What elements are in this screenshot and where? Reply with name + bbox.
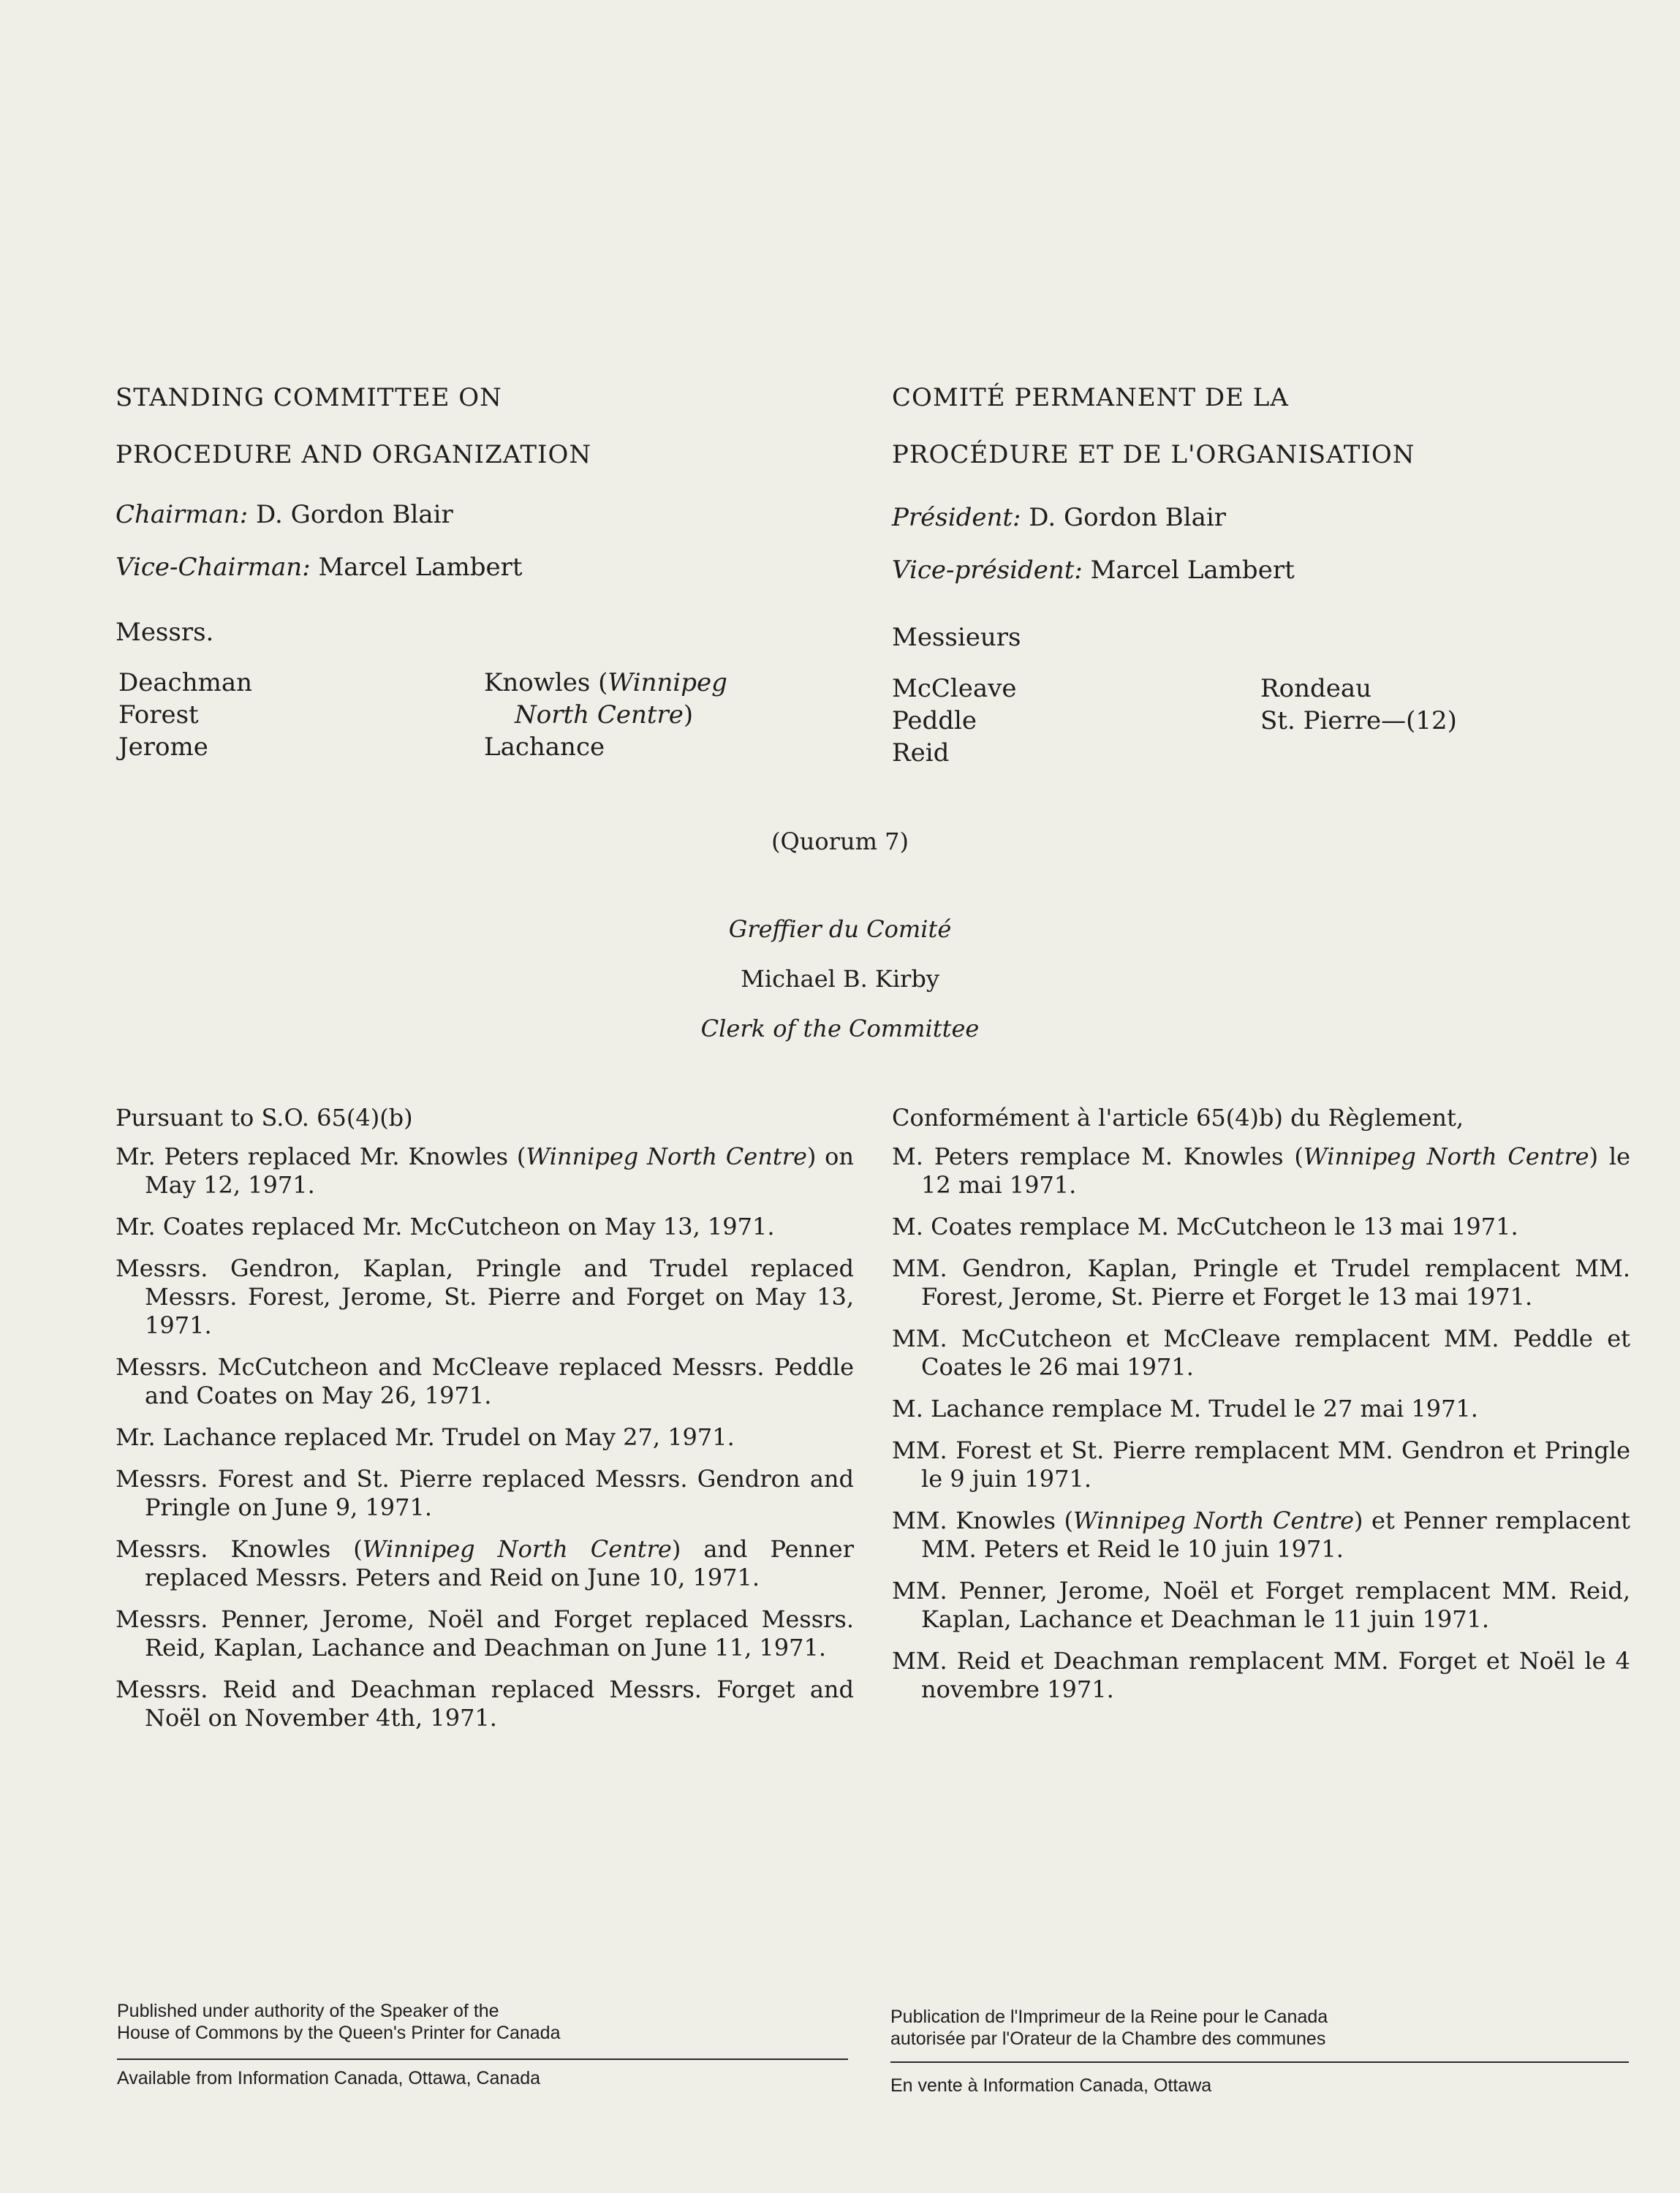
french-replacements bbox=[892, 1104, 1630, 1717]
vice-chairman-role-label: Vice-Chairman: bbox=[116, 553, 311, 582]
chairman-role-label: Chairman: bbox=[116, 500, 249, 529]
french-members-title: Messieurs bbox=[892, 623, 1021, 652]
member-name: Peddle bbox=[892, 706, 977, 735]
french-entry-7: MM. Knowles (Winnipeg North Centre) et Penner remplacent MM. Peters et Reid le 10 juin 1971. bbox=[892, 1507, 1630, 1563]
english-entry-4: Messrs. McCutcheon and McCleave replaced Messrs. Peddle and Coates on May 26, 1971. bbox=[116, 1353, 854, 1409]
vice-president-role-label: Vice-président: bbox=[892, 556, 1083, 585]
french-members-col1 bbox=[892, 673, 1016, 769]
president-name: D. Gordon Blair bbox=[1029, 503, 1227, 532]
french-availability: En vente à Information Canada, Ottawa bbox=[890, 2075, 1212, 2096]
chairman-name: D. Gordon Blair bbox=[256, 500, 453, 529]
english-replacements bbox=[116, 1104, 854, 1746]
french-members-col2 bbox=[1260, 673, 1457, 737]
member-name: Knowles (Winnipeg bbox=[484, 668, 727, 697]
french-officers bbox=[892, 491, 1632, 596]
english-members-title: Messrs. bbox=[116, 618, 214, 647]
english-publication-notice bbox=[117, 2000, 819, 2044]
french-entry-2: M. Coates remplace M. McCutcheon le 13 mai 1971. bbox=[892, 1213, 1518, 1241]
english-officers bbox=[116, 488, 855, 594]
french-entry-9: MM. Reid et Deachman remplacent MM. Forget et Noël le 4 novembre 1971. bbox=[892, 1647, 1630, 1703]
member-name: St. Pierre—(12) bbox=[1260, 706, 1457, 735]
french-footer-rule bbox=[890, 2061, 1629, 2063]
french-publication-notice bbox=[890, 2006, 1592, 2050]
english-members-col1 bbox=[118, 667, 252, 763]
english-vice-chairman-line bbox=[116, 541, 855, 594]
member-name: McCleave bbox=[892, 674, 1017, 703]
member-name: Rondeau bbox=[1260, 674, 1372, 703]
english-members-col2 bbox=[484, 667, 727, 763]
english-availability: Available from Information Canada, Ottawa, Canada bbox=[117, 2068, 541, 2088]
publication-line: Publication de l'Imprimeur de la Reine pour le Canada bbox=[890, 2007, 1328, 2027]
vice-chairman-name: Marcel Lambert bbox=[318, 553, 523, 582]
president-role-label: Président: bbox=[892, 503, 1021, 532]
english-entry-1: Mr. Peters replaced Mr. Knowles (Winnipeg North Centre) on May 12, 1971. bbox=[116, 1143, 855, 1199]
french-column bbox=[892, 369, 1632, 483]
english-chairman-line bbox=[116, 488, 855, 541]
publication-line: Published under authority of the Speaker of the bbox=[117, 2001, 499, 2021]
publication-line: House of Commons by the Queen's Printer for Canada bbox=[117, 2023, 561, 2043]
member-name: Lachance bbox=[484, 732, 605, 762]
french-entry-6: MM. Forest et St. Pierre remplacent MM. Gendron et Pringle le 9 juin 1971. bbox=[892, 1436, 1630, 1493]
french-heading-line2: PROCÉDURE ET DE L'ORGANISATION bbox=[892, 440, 1415, 469]
english-heading-line1: STANDING COMMITTEE ON bbox=[116, 383, 502, 412]
quorum: (Quorum 7) bbox=[771, 827, 909, 855]
member-name: Jerome bbox=[118, 732, 208, 762]
english-pursuant: Pursuant to S.O. 65(4)(b) bbox=[116, 1104, 413, 1132]
clerk-name: Michael B. Kirby bbox=[741, 965, 939, 993]
clerk-title-english: Clerk of the Committee bbox=[700, 1015, 980, 1042]
english-entry-6: Messrs. Forest and St. Pierre replaced Messrs. Gendron and Pringle on June 9, 1971. bbox=[116, 1465, 854, 1521]
vice-president-name: Marcel Lambert bbox=[1090, 556, 1295, 585]
french-entry-8: MM. Penner, Jerome, Noël et Forget remplacent MM. Reid, Kaplan, Lachance et Deachman le 11 juin 1971. bbox=[892, 1577, 1630, 1633]
member-name: Deachman bbox=[118, 668, 252, 697]
english-entry-2: Mr. Coates replaced Mr. McCutcheon on May 13, 1971. bbox=[116, 1213, 775, 1241]
french-entry-4: MM. McCutcheon et McCleave remplacent MM. Peddle et Coates le 26 mai 1971. bbox=[892, 1325, 1630, 1381]
english-entry-8: Messrs. Penner, Jerome, Noël and Forget replaced Messrs. Reid, Kaplan, Lachance and Deachman on June 11, 1971. bbox=[116, 1605, 854, 1662]
english-footer-rule bbox=[117, 2058, 848, 2060]
french-entry-5: M. Lachance remplace M. Trudel le 27 mai 1971. bbox=[892, 1395, 1478, 1423]
clerk-title-french: Greffier du Comité bbox=[728, 915, 952, 943]
english-entry-7: Messrs. Knowles (Winnipeg North Centre) and Penner replaced Messrs. Peters and Reid on June 10, 1971. bbox=[116, 1535, 854, 1591]
english-entry-3: Messrs. Gendron, Kaplan, Pringle and Trudel replaced Messrs. Forest, Jerome, St. Pierre and Forget on May 13, 1971. bbox=[116, 1254, 854, 1339]
english-heading-line2: PROCEDURE AND ORGANIZATION bbox=[116, 440, 592, 469]
french-heading-line1: COMITÉ PERMANENT DE LA bbox=[892, 383, 1289, 412]
french-entry-1: M. Peters remplace M. Knowles (Winnipeg North Centre) le 12 mai 1971. bbox=[892, 1143, 1631, 1199]
french-entry-3: MM. Gendron, Kaplan, Pringle et Trudel remplacent MM. Forest, Jerome, St. Pierre et Forget le 13 mai 1971. bbox=[892, 1254, 1630, 1311]
english-entry-9: Messrs. Reid and Deachman replaced Messrs. Forget and Noël on November 4th, 1971. bbox=[116, 1675, 854, 1732]
publication-line: autorisée par l'Orateur de la Chambre des communes bbox=[890, 2029, 1326, 2049]
french-president-line bbox=[892, 491, 1632, 544]
member-riding: North Centre) bbox=[515, 700, 694, 730]
french-pursuant: Conformément à l'article 65(4)b) du Règlement, bbox=[892, 1104, 1464, 1132]
english-entry-5: Mr. Lachance replaced Mr. Trudel on May 27, 1971. bbox=[116, 1423, 735, 1451]
member-name: Reid bbox=[892, 738, 950, 768]
member-name: Forest bbox=[118, 700, 199, 730]
english-column bbox=[116, 369, 855, 483]
french-vice-president-line bbox=[892, 544, 1632, 596]
